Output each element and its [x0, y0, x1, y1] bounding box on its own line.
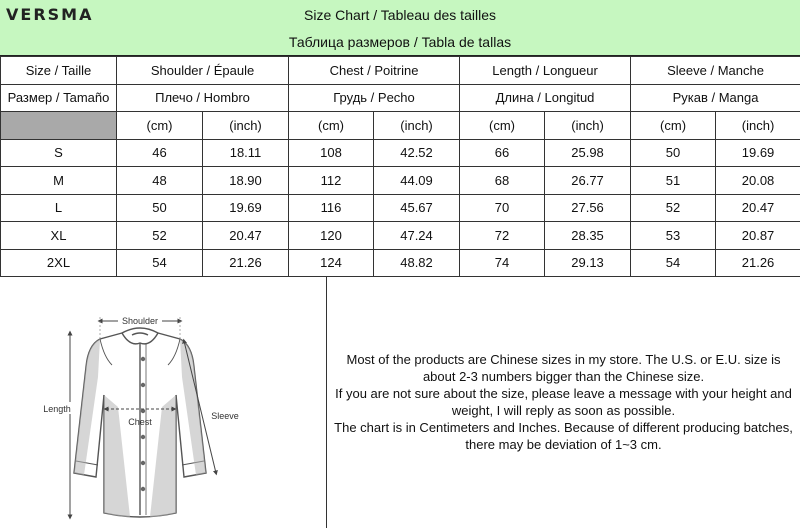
measurement-diagram-panel	[0, 277, 327, 528]
value-cell: 18.90	[203, 167, 289, 195]
value-cell: 18.11	[203, 139, 289, 167]
header-length: Length / Longueur	[460, 57, 631, 85]
value-cell: 25.98	[545, 139, 631, 167]
value-cell: 66	[460, 139, 545, 167]
unit-cell: (cm)	[289, 112, 374, 140]
size-cell: S	[1, 139, 117, 167]
value-cell: 19.69	[716, 139, 800, 167]
header-size: Size / Taille	[1, 57, 117, 85]
unit-cell: (inch)	[545, 112, 631, 140]
value-cell: 27.56	[545, 194, 631, 222]
value-cell: 120	[289, 222, 374, 250]
value-cell: 20.87	[716, 222, 800, 250]
note-line: weight, I will reply as soon as possible.	[451, 403, 676, 418]
value-cell: 48.82	[374, 249, 460, 277]
value-cell: 45.67	[374, 194, 460, 222]
value-cell: 29.13	[545, 249, 631, 277]
value-cell: 53	[631, 222, 716, 250]
header-shoulder: Shoulder / Épaule	[117, 57, 289, 85]
header-chest: Chest / Poitrine	[289, 57, 460, 85]
chart-header	[0, 0, 800, 56]
value-cell: 19.69	[203, 194, 289, 222]
unit-cell: (cm)	[631, 112, 716, 140]
value-cell: 54	[117, 249, 203, 277]
value-cell: 52	[631, 194, 716, 222]
length-label: Length	[43, 404, 71, 414]
value-cell: 44.09	[374, 167, 460, 195]
table-row	[1, 139, 800, 167]
value-cell: 42.52	[374, 139, 460, 167]
chart-title-secondary: Таблица размеров / Tabla de tallas	[288, 34, 512, 50]
value-cell: 72	[460, 222, 545, 250]
size-notes	[327, 351, 800, 453]
header-sleeve: Sleeve / Manche	[631, 57, 800, 85]
sleeve-label: Sleeve	[211, 411, 239, 421]
size-cell: M	[1, 167, 117, 195]
unit-cell: (inch)	[203, 112, 289, 140]
table-header-row-translated	[1, 84, 800, 112]
value-cell: 21.26	[716, 249, 800, 277]
table-header-row-english	[1, 57, 800, 85]
header-chest-translated: Грудь / Pecho	[289, 84, 460, 112]
chest-label: Chest	[128, 417, 152, 427]
value-cell: 108	[289, 139, 374, 167]
table-row	[1, 194, 800, 222]
table-row	[1, 167, 800, 195]
value-cell: 50	[117, 194, 203, 222]
size-cell: 2XL	[1, 249, 117, 277]
value-cell: 74	[460, 249, 545, 277]
value-cell: 21.26	[203, 249, 289, 277]
value-cell: 124	[289, 249, 374, 277]
unit-cell: (cm)	[460, 112, 545, 140]
note-line: about 2-3 numbers bigger than the Chinese size.	[422, 369, 705, 384]
header-size-translated: Размер / Tamaño	[1, 84, 117, 112]
note-line: If you are not sure about the size, please leave a message with your height and	[335, 386, 792, 401]
value-cell: 47.24	[374, 222, 460, 250]
unit-cell: (inch)	[374, 112, 460, 140]
value-cell: 20.47	[716, 194, 800, 222]
table-row	[1, 249, 800, 277]
value-cell: 28.35	[545, 222, 631, 250]
size-cell: L	[1, 194, 117, 222]
chart-title-primary: Size Chart / Tableau des tailles	[304, 7, 496, 23]
value-cell: 20.08	[716, 167, 800, 195]
value-cell: 112	[289, 167, 374, 195]
units-placeholder-cell	[1, 112, 117, 140]
value-cell: 51	[631, 167, 716, 195]
size-table	[0, 56, 800, 277]
brand-logo: VERSMA	[6, 5, 94, 24]
size-notes-panel	[327, 277, 800, 528]
value-cell: 70	[460, 194, 545, 222]
unit-cell: (inch)	[716, 112, 800, 140]
shoulder-label: Shoulder	[121, 316, 159, 326]
note-line: The chart is in Centimeters and Inches. Because of different producing batches,	[334, 420, 793, 435]
value-cell: 48	[117, 167, 203, 195]
header-sleeve-translated: Рукав / Manga	[631, 84, 800, 112]
value-cell: 26.77	[545, 167, 631, 195]
value-cell: 54	[631, 249, 716, 277]
value-cell: 20.47	[203, 222, 289, 250]
value-cell: 50	[631, 139, 716, 167]
size-cell: XL	[1, 222, 117, 250]
value-cell: 46	[117, 139, 203, 167]
table-row	[1, 222, 800, 250]
shirt-measurement-diagram	[0, 277, 327, 528]
table-units-row	[1, 112, 800, 140]
note-line: there may be deviation of 1~3 cm.	[465, 437, 662, 452]
value-cell: 116	[289, 194, 374, 222]
note-line: Most of the products are Chinese sizes in my store. The U.S. or E.U. size is	[346, 352, 781, 367]
header-shoulder-translated: Плечо / Hombro	[117, 84, 289, 112]
info-section	[0, 276, 800, 528]
header-length-translated: Длина / Longitud	[460, 84, 631, 112]
value-cell: 68	[460, 167, 545, 195]
unit-cell: (cm)	[117, 112, 203, 140]
value-cell: 52	[117, 222, 203, 250]
